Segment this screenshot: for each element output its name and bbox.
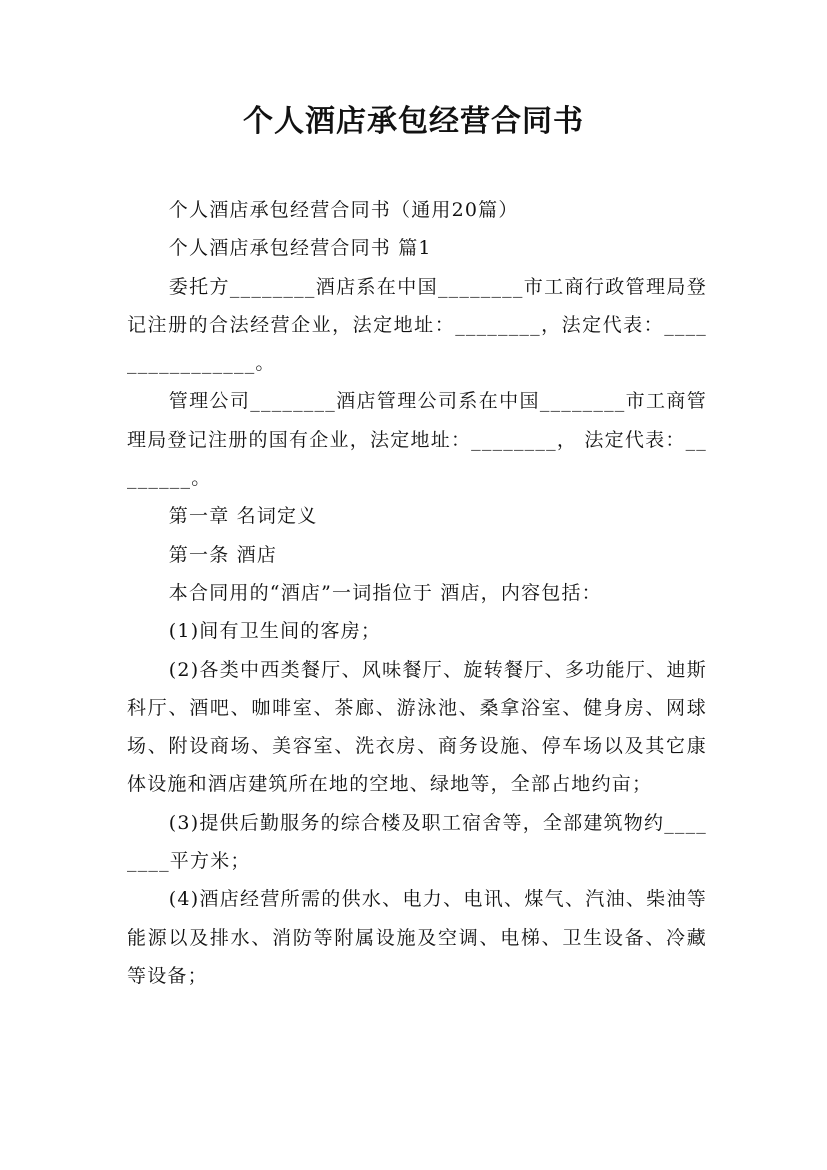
paragraph-subtitle: 个人酒店承包经营合同书（通用20篇） [168, 199, 519, 221]
paragraph-chapter-heading: 第一章 名词定义 [168, 505, 318, 528]
paragraph-section-heading: 个人酒店承包经营合同书 篇1 [168, 237, 432, 260]
paragraph-article-heading: 第一条 酒店 [168, 543, 278, 566]
list-item-utilities: (4)酒店经营所需的供水、电力、电讯、煤气、汽油、柴油等能源以及排水、消防等附属设施及空调、电梯、卫生设备、冷藏等设备； [127, 888, 707, 987]
paragraph-management-company: 管理公司________酒店管理公司系在中国________市工商管理局登记注册的国有企业，法定地址：________， 法定代表：________。 [127, 390, 707, 490]
list-item-facilities: (2)各类中西类餐厅、风味餐厅、旋转餐厅、多功能厅、迪斯科厅、酒吧、咖啡室、茶廊、游泳池、桑拿浴室、健身房、网球场、附设商场、美容室、洗衣房、商务设施、停车场以及其它康体设施和酒店建筑所在地的空地、绿地等，全部占地约亩； [127, 658, 707, 796]
paragraph-hotel-definition: 本合同用的“酒店”一词指位于 酒店，内容包括： [168, 581, 602, 604]
list-item-rooms: (1)间有卫生间的客房； [168, 620, 382, 643]
document-title: 个人酒店承包经营合同书 [243, 104, 584, 139]
document-body [127, 191, 707, 995]
paragraph-entrusting-party: 委托方________酒店系在中国________市工商行政管理局登记注册的合法经营企业，法定地址：________，法定代表：________________。 [127, 275, 707, 375]
list-item-support-buildings: (3)提供后勤服务的综合楼及职工宿舍等，全部建筑物约________平方米； [127, 811, 707, 873]
